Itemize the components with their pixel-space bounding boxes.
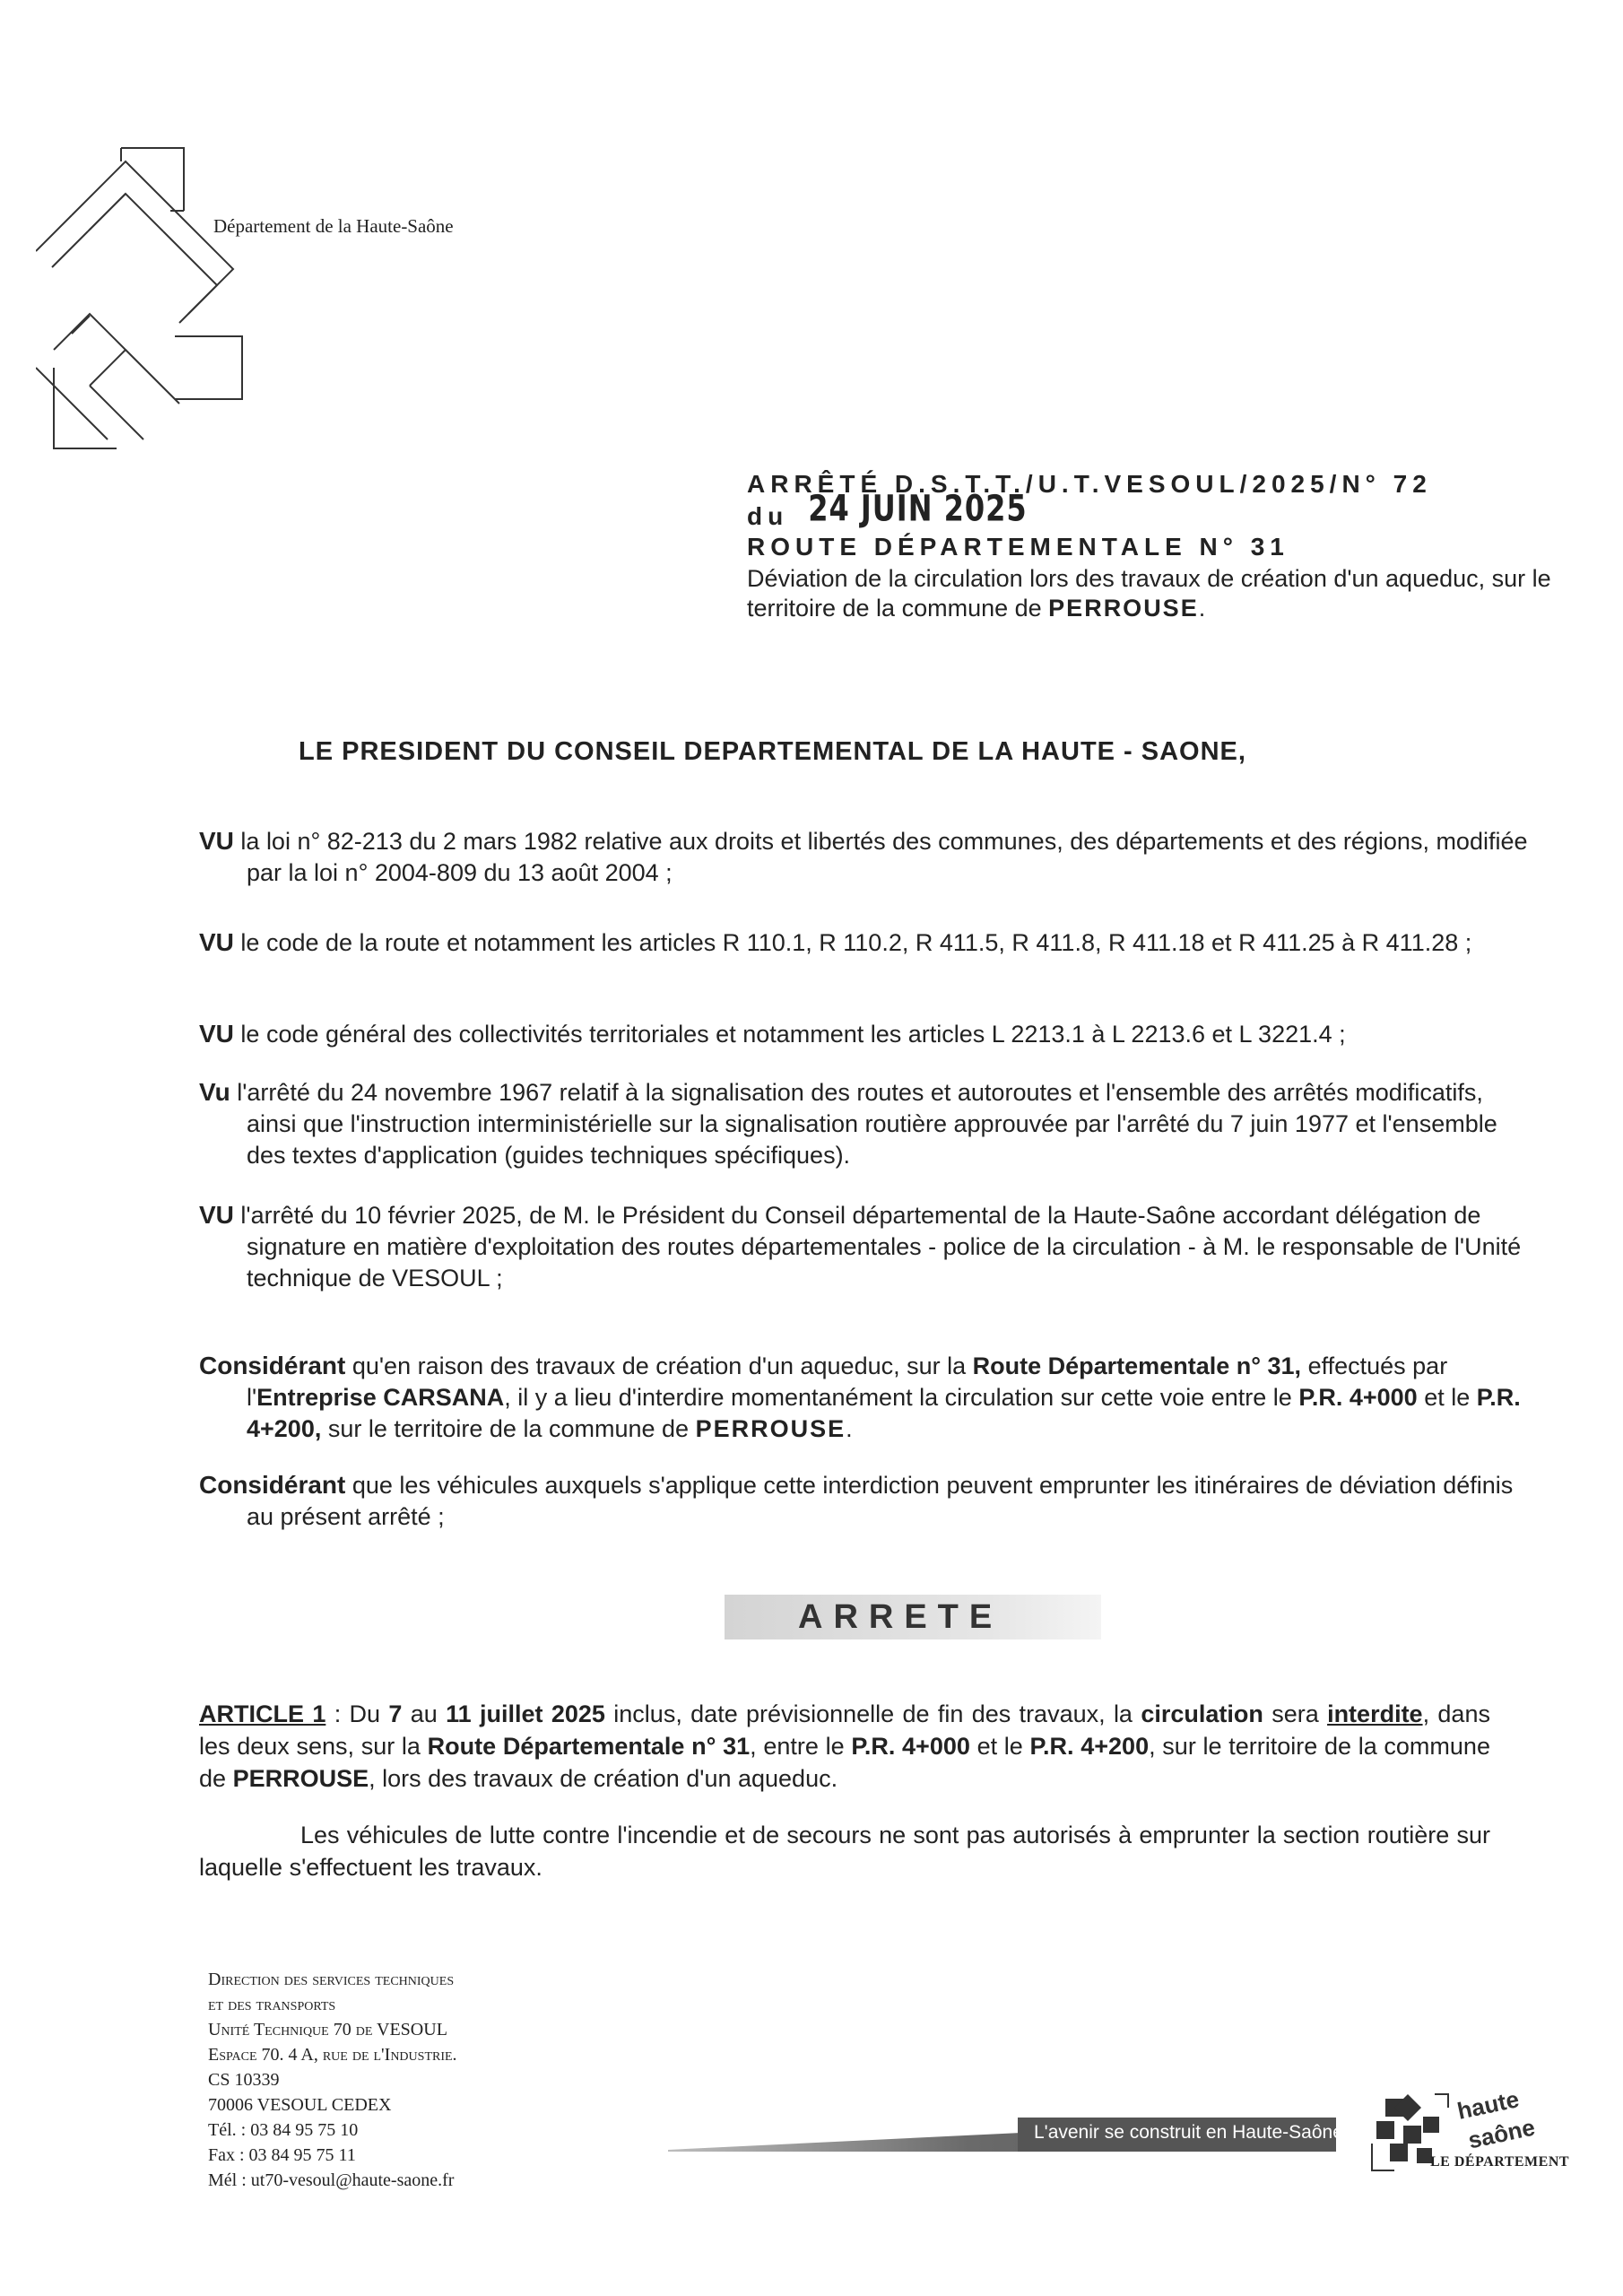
department-name: Département de la Haute-Saône (213, 215, 454, 237)
haute-saone-departement-logo (1367, 2081, 1583, 2179)
arrete-title-block (747, 469, 1554, 623)
route-line: ROUTE DÉPARTEMENTALE N° 31 (747, 533, 1289, 561)
arrete-number: ARRÊTÉ D.S.T.T./U.T.VESOUL/2025/N° 72 (747, 470, 1432, 498)
text-segment: et le (1424, 1384, 1471, 1411)
address-line: Tél. : 03 84 95 75 10 (208, 2120, 359, 2140)
address-line: 70006 VESOUL CEDEX (208, 2095, 392, 2115)
footer-address (208, 1967, 457, 2193)
du-label: du (747, 502, 789, 530)
vu-label: Vu (199, 1078, 230, 1106)
vu-paragraph-1 (199, 825, 1538, 889)
address-line: Fax : 03 84 95 75 11 (208, 2145, 356, 2165)
text-segment: et le (976, 1733, 1023, 1760)
vu-label: VU (199, 827, 234, 855)
company-name: Entreprise CARSANA (256, 1384, 505, 1411)
interdite-word: interdite (1327, 1700, 1423, 1727)
logo-haute: haute (1454, 2085, 1522, 2125)
text-segment: au (410, 1700, 438, 1727)
pr-start: P.R. 4+000 (1298, 1384, 1418, 1411)
vu-text: le code de la route et notamment les articles R 110.1, R 110.2, R 411.5, R 411.8, R 411.18 et R 411.25 à R 411.28 ; (240, 929, 1472, 956)
considerant-paragraph-1 (199, 1350, 1538, 1445)
considerant-label: Considérant (199, 1352, 346, 1379)
vu-text: le code général des collectivités territoriales et notamment les articles L 2213.1 à L 2213.6 et L 3221.4 ; (240, 1021, 1346, 1048)
text-segment: qu'en raison des travaux de création d'un aqueduc, sur la (352, 1352, 967, 1379)
pr-start: P.R. 4+000 (851, 1733, 970, 1760)
pr-end: P.R. 4+200, (247, 1384, 1521, 1442)
route-ref: Route Départementale n° 31 (427, 1733, 751, 1760)
text-segment: inclus, date prévisionnelle de fin des travaux, la (613, 1700, 1133, 1727)
arrete-heading: ARRETE (798, 1598, 1003, 1636)
article-1-paragraph-2: Les véhicules de lutte contre l'incendie et de secours ne sont pas autorisés à emprunter la section routière sur laquelle s'effectuent les travaux. (199, 1822, 1490, 1881)
logo-saone: saône (1465, 2113, 1538, 2154)
vu-label: VU (199, 1020, 234, 1048)
vu-paragraph-2 (199, 926, 1538, 959)
slogan-bar (668, 2116, 1343, 2152)
text-segment: , dans les deux sens, sur la (199, 1700, 1490, 1760)
text-segment: . (846, 1415, 853, 1442)
vu-label: VU (199, 1201, 234, 1229)
date-end: 11 juillet 2025 (446, 1700, 605, 1727)
route-ref: Route Départementale n° 31, (972, 1352, 1302, 1379)
text-segment: , lors des travaux de création d'un aqueduc. (369, 1765, 838, 1792)
considerant-label: Considérant (199, 1471, 346, 1499)
date-start: 7 (388, 1700, 403, 1727)
text-segment: , il y a lieu d'interdire momentanément la circulation sur cette voie entre le (504, 1384, 1292, 1411)
president-heading: LE PRESIDENT DU CONSEIL DEPARTEMENTAL DE LA HAUTE - SAONE, (299, 737, 1246, 766)
desc-suffix: . (1198, 595, 1206, 622)
slogan-text: L'avenir se construit en Haute-Saône (1034, 2122, 1343, 2143)
text-segment: sera (1271, 1700, 1319, 1727)
vu-paragraph-4 (199, 1076, 1538, 1171)
text-segment: , sur le territoire de la commune de (199, 1733, 1490, 1792)
vu-paragraph-5 (199, 1199, 1538, 1294)
haute-saone-logo-icon (36, 144, 278, 457)
vu-label: VU (199, 928, 234, 956)
address-line: Direction des services techniques (208, 1970, 455, 1989)
vu-text: l'arrêté du 10 février 2025, de M. le Président du Conseil départemental de la Haute-Saône accordant délégation de signature en matière d'exploitation des routes départementales - police de la circulation - à M. le responsable de l'Unité technique de VESOUL ; (240, 1202, 1522, 1292)
vu-text: l'arrêté du 24 novembre 1967 relatif à la signalisation des routes et autoroutes et l'ensemble des arrêtés modificatifs, ainsi que l'instruction interministérielle sur la signalisation routière approuvée par l'arrêté du 7 juin 1977 et l'ensemble des textes d'application (guides techniques spécifiques). (237, 1079, 1497, 1169)
arrete-banner (725, 1595, 1101, 1639)
desc-commune: PERROUSE (1048, 595, 1199, 622)
address-line: Espace 70. 4 A, rue de l'Industrie. (208, 2045, 457, 2065)
address-line: CS 10339 (208, 2070, 280, 2090)
arrete-description (747, 564, 1554, 623)
logo-departement: LE DÉPARTEMENT (1430, 2154, 1570, 2170)
commune-name: PERROUSE (232, 1765, 369, 1792)
commune-name: PERROUSE (695, 1415, 846, 1442)
desc-text: Déviation de la circulation lors des travaux de création d'un aqueduc, sur le territoire de la commune de (747, 565, 1551, 622)
vu-paragraph-3 (199, 1018, 1538, 1050)
article-1-paragraph (199, 1698, 1490, 1795)
considerant-text: que les véhicules auxquels s'applique cette interdiction peuvent emprunter les itinéraires de déviation définis au présent arrêté ; (247, 1472, 1514, 1530)
address-line: Mél : ut70-vesoul@haute-saone.fr (208, 2170, 455, 2190)
arrete-date-line (747, 486, 1554, 532)
text-segment: , entre le (750, 1733, 845, 1760)
address-line: et des transports (208, 1995, 336, 2014)
text-segment: effectués par l' (247, 1352, 1448, 1411)
vu-text: la loi n° 82-213 du 2 mars 1982 relative aux droits et libertés des communes, des départements et des régions, modifiée par la loi n° 2004-809 du 13 août 2004 ; (240, 828, 1528, 886)
circulation-word: circulation (1141, 1700, 1263, 1727)
handwritten-date: 24 JUIN 2025 (808, 486, 1028, 530)
text-segment: sur le territoire de la commune de (327, 1415, 690, 1442)
address-line: Unité Technique 70 de VESOUL (208, 2020, 447, 2039)
text-segment: : Du (334, 1700, 381, 1727)
article-label: ARTICLE 1 (199, 1700, 326, 1727)
pr-end: P.R. 4+200 (1029, 1733, 1150, 1760)
considerant-paragraph-2 (199, 1469, 1538, 1533)
